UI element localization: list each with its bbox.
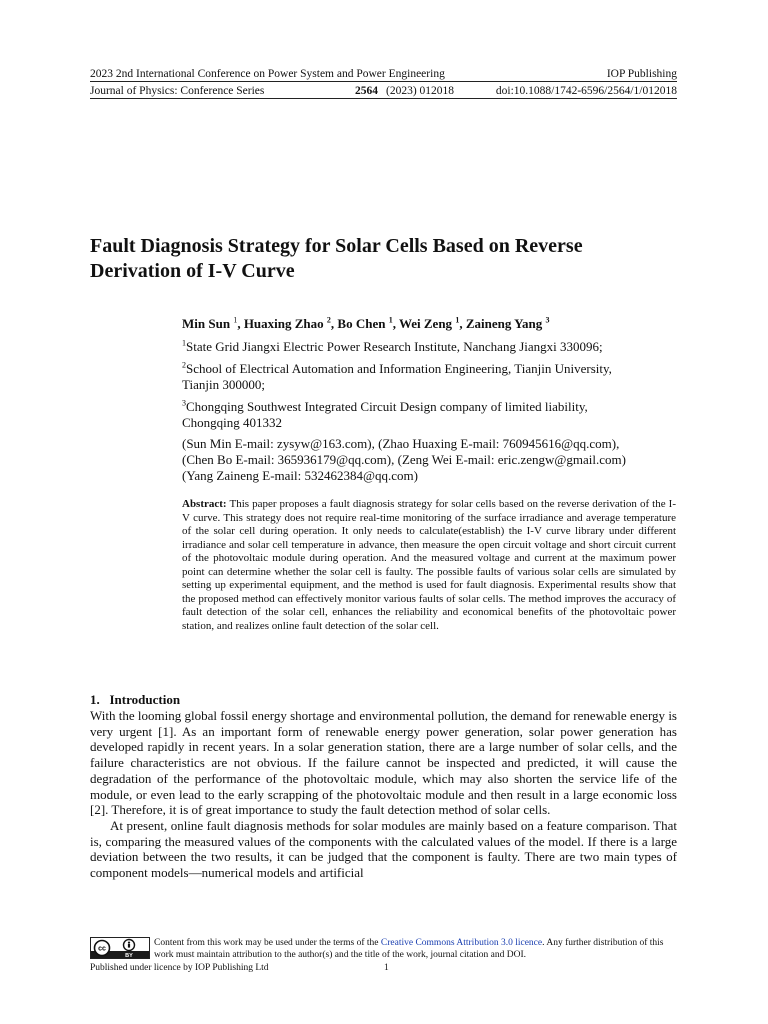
author-affil-marker: 1 — [233, 315, 238, 325]
author-name: Bo Chen — [337, 316, 386, 331]
affiliation-1 — [182, 339, 682, 355]
by-label: BY — [125, 953, 133, 958]
author-list: Min Sun $^1$, Huaxing Zhao $^2$, Bo Chen $^1$, Wei Zeng $^1$, Zaineng Yang $^3$ — [182, 315, 550, 331]
svg-text:cc: cc — [98, 945, 106, 953]
author-name: Min Sun — [182, 316, 231, 331]
email-line: (Yang Zaineng E-mail: 532462384@qq.com) — [182, 468, 418, 483]
license-prefix: Content from this work may be used under the terms of the — [154, 938, 379, 948]
author-affil-marker: 1 — [455, 315, 460, 325]
section-number: 1. — [90, 692, 100, 707]
conference-name: 2023 2nd International Conference on Power System and Power Engineering — [90, 68, 445, 80]
affiliation-2 — [182, 361, 682, 393]
author-name: Wei Zeng — [398, 316, 453, 331]
affiliation-number: 2 — [182, 360, 186, 370]
affiliation-text: Tianjin 300000; — [182, 377, 265, 392]
email-line: (Sun Min E-mail: zysyw@163.com), (Zhao Huaxing E-mail: 760945616@qq.com), — [182, 436, 620, 451]
affiliation-number: 1 — [182, 338, 186, 348]
affiliation-text: Chongqing Southwest Integrated Circuit Design company of limited liability, — [186, 399, 588, 414]
license-suffix: . Any further distribution of this work must maintain attribution to the author(s) and the title of the work, journal citation and DOI. — [154, 938, 664, 960]
email-line: (Chen Bo E-mail: 365936179@qq.com), (Zeng Wei E-mail: eric.zengw@gmail.com) — [182, 452, 626, 467]
cc-by-badge[interactable] — [90, 937, 150, 959]
author-emails — [182, 436, 682, 484]
abstract-text: This paper proposes a fault diagnosis strategy for solar cells based on the reverse derivation of the I-V curve. This strategy does not require real-time monitoring of the surface irradiance and average temperature of the solar cell during operation. It only needs to calculate(establish) the I-V curve library under different irradiance and solar cell temperature in advance, then measure the open circuit voltage and short circuit current of the photovoltaic module during operation. And the measured voltage and current at the maximum power point can determine whether the solar cell is faulty. The possible faults of various solar cells are simulated by setting up experimental equipment, and the method is used for fault diagnosis. Experimental results show that the proposed method can effectively monitor various faults of solar cells. The method improves the accuracy of fault detection of the solar cell, enhances the reliability and economical benefits of the photovoltaic power station, and realizes online fault detection of the solar cell. — [182, 498, 676, 632]
affiliation-text: School of Electrical Automation and Information Engineering, Tianjin University, — [186, 361, 612, 376]
affiliation-text: State Grid Jiangxi Electric Power Research Institute, Nanchang Jiangxi 330096; — [186, 339, 603, 354]
introduction-body — [90, 708, 677, 881]
body-paragraph: With the looming global fossil energy shortage and environmental pollution, the demand for renewable energy is very urgent [1]. As an important form of renewable energy power generation, solar power generation has developed rapidly in recent years. In a solar generation station, there are a large number of solar cells, and the failure characteristics are not obvious. If the failure cannot be inspected and predicted, it will cause the degradation of the performance of the photovoltaic module, which may also shorten the service life of the module, or even lead to the early scrapping of the photovoltaic module and then result in a large economic loss [2]. Therefore, it is of great importance to study the fault detection method of solar cells. — [90, 708, 677, 818]
abstract — [182, 498, 676, 633]
journal-name: Journal of Physics: Conference Series — [90, 85, 265, 97]
section-title: Introduction — [109, 692, 181, 707]
affiliation-number: 3 — [182, 398, 186, 408]
header-rule-top — [90, 81, 677, 82]
header-rule-bottom — [90, 98, 677, 99]
license-notice — [154, 937, 677, 961]
published-notice: Published under licence by IOP Publishing Ltd — [90, 963, 269, 973]
year-article: (2023) 012018 — [386, 85, 455, 97]
author-affil-marker: 2 — [326, 315, 331, 325]
affiliation-text: Chongqing 401332 — [182, 415, 283, 430]
page-number: 1 — [384, 963, 389, 973]
abstract-label: Abstract: — [182, 498, 227, 510]
author-affil-marker: 1 — [388, 315, 393, 325]
doi-link[interactable]: doi:10.1088/1742-6596/2564/1/012018 — [495, 85, 677, 97]
section-heading — [90, 692, 180, 708]
cc-icon — [95, 941, 110, 956]
body-paragraph: At present, online fault diagnosis methods for solar modules are mainly based on a feature comparison. That is, comparing the measured values of the components with the calculated values of the model. If there is a large deviation between the two results, it can be judged that the component is faulty. There are two main types of component models—numerical models and artificial — [90, 817, 677, 881]
paper-title — [90, 234, 690, 284]
by-person-icon — [124, 940, 135, 951]
cc-by-logo — [91, 938, 149, 958]
author-name: Huaxing Zhao — [243, 316, 324, 331]
affiliation-3 — [182, 399, 682, 431]
license-link[interactable]: Creative Commons Attribution 3.0 licence — [380, 938, 543, 948]
volume-number: 2564 — [355, 85, 378, 97]
publisher-name: IOP Publishing — [606, 68, 677, 80]
author-affil-marker: 3 — [545, 315, 550, 325]
title-line: Fault Diagnosis Strategy for Solar Cells Based on Reverse — [90, 235, 583, 257]
title-line: Derivation of I-V Curve — [90, 260, 295, 282]
author-name: Zaineng Yang — [465, 316, 543, 331]
